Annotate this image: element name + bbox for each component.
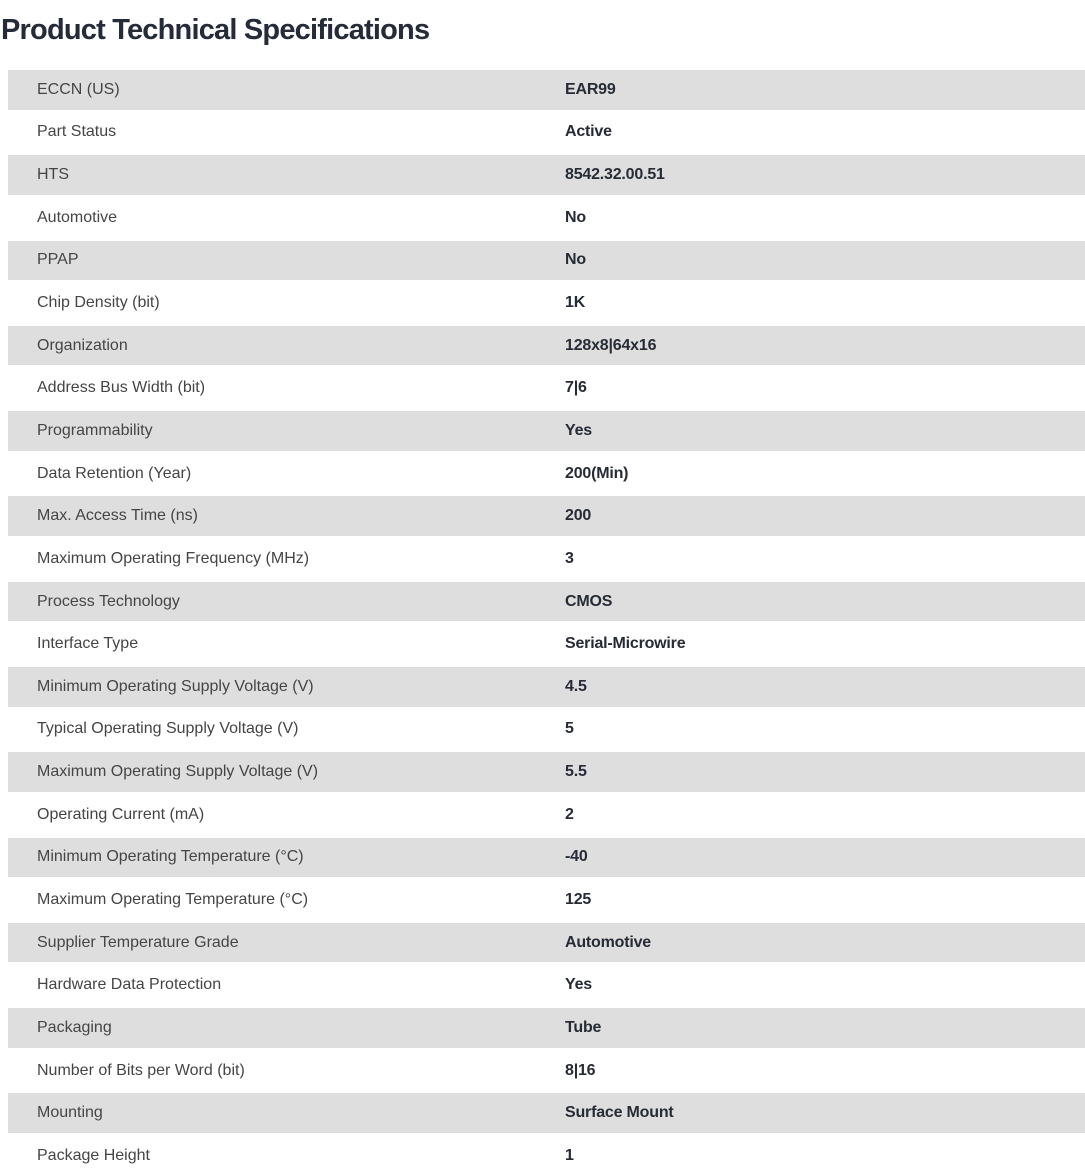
spec-value: Serial-Microwire — [565, 635, 686, 653]
page-title: Product Technical Specifications — [1, 14, 430, 46]
spec-label: Interface Type — [37, 635, 139, 653]
spec-value: -40 — [565, 848, 588, 866]
spec-label: Minimum Operating Supply Voltage (V) — [37, 677, 314, 695]
spec-value: Yes — [565, 976, 592, 994]
table-row — [8, 113, 1085, 156]
spec-value: 200 — [565, 507, 592, 525]
spec-value: No — [565, 251, 586, 269]
spec-label: Hardware Data Protection — [37, 976, 222, 994]
spec-label: Maximum Operating Frequency (MHz) — [37, 549, 310, 567]
spec-value: 5.5 — [565, 763, 587, 781]
spec-label: Programmability — [37, 421, 153, 439]
table-row — [8, 624, 1085, 667]
spec-value: 125 — [565, 890, 592, 908]
table-row — [8, 838, 1085, 881]
spec-label: Operating Current (mA) — [37, 805, 205, 823]
table-row — [8, 241, 1085, 284]
table-row — [8, 1051, 1085, 1094]
spec-label: Minimum Operating Temperature (°C) — [37, 848, 304, 866]
spec-label: ECCN (US) — [37, 80, 120, 98]
table-row — [8, 496, 1085, 539]
spec-value: Active — [565, 123, 612, 141]
table-row — [8, 1008, 1085, 1051]
spec-label: Process Technology — [37, 592, 180, 610]
spec-label: Package Height — [37, 1146, 150, 1164]
table-row — [8, 198, 1085, 241]
table-row — [8, 454, 1085, 497]
spec-value: No — [565, 208, 586, 226]
spec-label: Organization — [37, 336, 128, 354]
spec-value: 8542.32.00.51 — [565, 166, 665, 184]
spec-label: Packaging — [37, 1018, 112, 1036]
spec-label: Chip Density (bit) — [37, 294, 160, 312]
table-row — [8, 283, 1085, 326]
table-row — [8, 326, 1085, 369]
table-row — [8, 880, 1085, 923]
table-row — [8, 710, 1085, 753]
table-row — [8, 539, 1085, 582]
spec-label: Max. Access Time (ns) — [37, 507, 198, 525]
spec-label: Automotive — [37, 208, 118, 226]
spec-value: 1K — [565, 294, 586, 312]
table-row — [8, 965, 1085, 1008]
spec-label: Data Retention (Year) — [37, 464, 192, 482]
spec-label: Number of Bits per Word (bit) — [37, 1061, 245, 1079]
table-row — [8, 368, 1085, 411]
spec-label: Supplier Temperature Grade — [37, 933, 239, 951]
spec-label: Maximum Operating Temperature (°C) — [37, 890, 309, 908]
spec-value: 3 — [565, 549, 574, 567]
spec-value: 4.5 — [565, 677, 587, 695]
table-row — [8, 795, 1085, 838]
spec-value: CMOS — [565, 592, 613, 610]
spec-label: Address Bus Width (bit) — [37, 379, 206, 397]
spec-value: 1 — [565, 1146, 574, 1164]
table-row — [8, 1136, 1085, 1172]
spec-value: Surface Mount — [565, 1104, 674, 1122]
spec-label: HTS — [37, 166, 69, 184]
table-row — [8, 667, 1085, 710]
spec-value: 8|16 — [565, 1061, 596, 1079]
table-row — [8, 155, 1085, 198]
spec-value: 2 — [565, 805, 574, 823]
spec-value: EAR99 — [565, 80, 616, 98]
spec-value: 5 — [565, 720, 574, 738]
product-specifications-table — [8, 70, 1085, 1172]
spec-value: 7|6 — [565, 379, 587, 397]
table-row — [8, 70, 1085, 113]
spec-label: Part Status — [37, 123, 117, 141]
spec-value: Tube — [565, 1018, 602, 1036]
table-row — [8, 411, 1085, 454]
spec-value: Yes — [565, 421, 592, 439]
table-row — [8, 582, 1085, 625]
spec-label: Typical Operating Supply Voltage (V) — [37, 720, 299, 738]
spec-value: Automotive — [565, 933, 652, 951]
spec-value: 200(Min) — [565, 464, 629, 482]
spec-value: 128x8|64x16 — [565, 336, 657, 354]
table-row — [8, 923, 1085, 966]
table-row — [8, 752, 1085, 795]
table-row — [8, 1093, 1085, 1136]
spec-label: Mounting — [37, 1104, 103, 1122]
spec-label: Maximum Operating Supply Voltage (V) — [37, 763, 319, 781]
spec-label: PPAP — [37, 251, 79, 269]
